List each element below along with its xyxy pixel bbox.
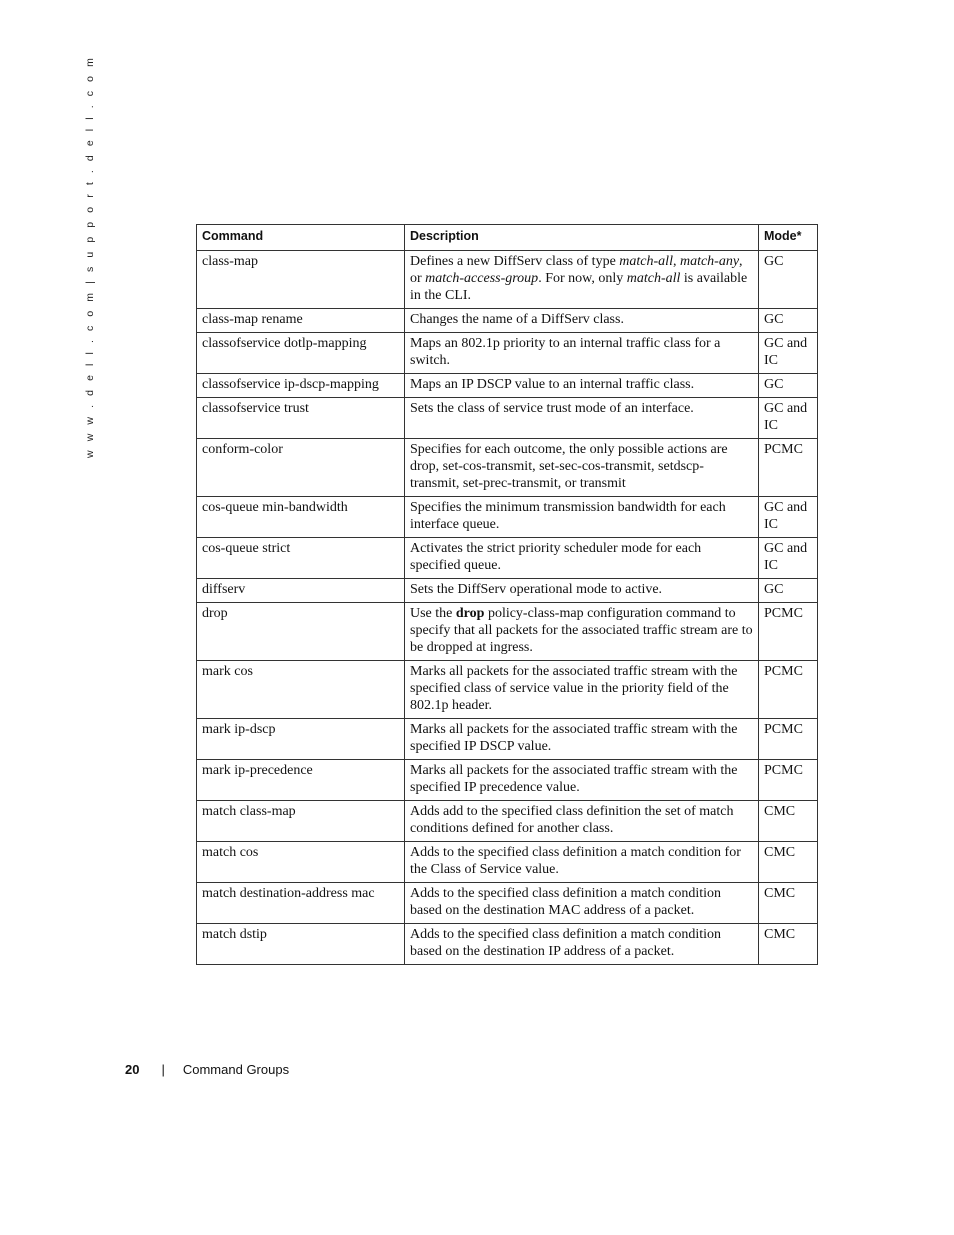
footer-separator: |	[161, 1062, 165, 1077]
description-text: . For now, only	[538, 271, 627, 286]
description-cell	[405, 883, 759, 924]
command-table-header	[197, 225, 818, 251]
table-row	[197, 760, 818, 801]
description-text: Adds to the specified class definition a match condition for the Class of Service value.	[410, 845, 741, 877]
description-text: drop	[455, 606, 485, 621]
command-cell: cos-queue strict	[197, 538, 405, 579]
table-row	[197, 309, 818, 333]
description-cell	[405, 251, 759, 309]
mode-cell: CMC	[759, 883, 818, 924]
header-row	[197, 225, 818, 251]
description-text: match-all	[619, 254, 673, 269]
mode-cell: CMC	[759, 801, 818, 842]
table-row	[197, 801, 818, 842]
mode-cell: GC	[759, 374, 818, 398]
description-text: policy-class-map configuration command to specify that all packets for the associated traffic stream are to be dropped at ingress.	[410, 606, 753, 655]
table-row	[197, 439, 818, 497]
table-row	[197, 924, 818, 965]
command-cell: mark ip-precedence	[197, 760, 405, 801]
command-cell: cos-queue min-bandwidth	[197, 497, 405, 538]
side-url-text: w w w . d e l l . c o m | s u p p o r t . d e l l . c o m	[84, 55, 96, 458]
description-cell	[405, 374, 759, 398]
description-text: Sets the DiffServ operational mode to active.	[410, 582, 663, 597]
table-row	[197, 398, 818, 439]
footer-section-title: Command Groups	[182, 1062, 290, 1077]
header-mode: Mode*	[759, 225, 818, 251]
description-cell	[405, 538, 759, 579]
table-row	[197, 497, 818, 538]
command-cell: conform-color	[197, 439, 405, 497]
table-row	[197, 842, 818, 883]
mode-cell: GC	[759, 579, 818, 603]
description-cell	[405, 924, 759, 965]
description-cell	[405, 801, 759, 842]
description-cell	[405, 439, 759, 497]
description-text: match-access-group	[425, 271, 539, 286]
description-text: Adds to the specified class definition a match condition based on the destination IP address of a packet.	[410, 927, 722, 959]
table-row	[197, 719, 818, 760]
description-text: Defines a new DiffServ class of type	[410, 254, 620, 269]
description-text: Adds to the specified class definition a match condition based on the destination MAC address of a packet.	[410, 886, 722, 918]
mode-cell: CMC	[759, 842, 818, 883]
description-text: Sets the class of service trust mode of an interface.	[410, 401, 694, 416]
command-cell: match destination-address mac	[197, 883, 405, 924]
description-text: Maps an 802.1p priority to an internal traffic class for a switch.	[410, 336, 721, 368]
table-row	[197, 333, 818, 374]
command-cell: match cos	[197, 842, 405, 883]
table-row	[197, 251, 818, 309]
command-cell: classofservice ip-dscp-mapping	[197, 374, 405, 398]
mode-cell: PCMC	[759, 603, 818, 661]
mode-cell: GC	[759, 309, 818, 333]
command-cell: classofservice dotlp-mapping	[197, 333, 405, 374]
description-text: Specifies the minimum transmission bandwidth for each interface queue.	[410, 500, 726, 532]
table-row	[197, 579, 818, 603]
mode-cell: GC	[759, 251, 818, 309]
table-row	[197, 374, 818, 398]
description-text: Activates the strict priority scheduler mode for each specified queue.	[410, 541, 702, 573]
description-text: match-any	[679, 254, 740, 269]
header-description: Description	[405, 225, 759, 251]
page-number: 20	[125, 1062, 140, 1077]
description-cell	[405, 333, 759, 374]
command-cell: match class-map	[197, 801, 405, 842]
header-command: Command	[197, 225, 405, 251]
command-cell: diffserv	[197, 579, 405, 603]
mode-cell: GC and IC	[759, 398, 818, 439]
description-text: Marks all packets for the associated traffic stream with the specified class of service value in the priority field of the 802.1p header.	[410, 664, 738, 713]
table-row	[197, 883, 818, 924]
description-cell	[405, 309, 759, 333]
description-cell	[405, 842, 759, 883]
description-text: Maps an IP DSCP value to an internal traffic class.	[410, 377, 695, 392]
mode-cell: PCMC	[759, 439, 818, 497]
mode-cell: PCMC	[759, 719, 818, 760]
description-text: match-all	[626, 271, 681, 286]
description-cell	[405, 497, 759, 538]
table-row	[197, 538, 818, 579]
description-cell	[405, 398, 759, 439]
command-cell: match dstip	[197, 924, 405, 965]
command-table-body	[197, 251, 818, 965]
command-cell: drop	[197, 603, 405, 661]
mode-cell: CMC	[759, 924, 818, 965]
mode-cell: GC and IC	[759, 538, 818, 579]
description-text: Marks all packets for the associated traffic stream with the specified IP precedence value.	[410, 763, 738, 795]
description-text: is available in the CLI.	[410, 271, 748, 303]
mode-cell: PCMC	[759, 760, 818, 801]
command-cell: mark ip-dscp	[197, 719, 405, 760]
description-text: Specifies for each outcome, the only possible actions are drop, set-cos-transmit, set-sec-cos-transmit, setdscp-transmit, set-prec-transmit, or transmit	[410, 442, 728, 491]
description-cell	[405, 760, 759, 801]
table-row	[197, 603, 818, 661]
description-text: , or	[410, 254, 743, 286]
table-row	[197, 661, 818, 719]
command-cell: class-map rename	[197, 309, 405, 333]
mode-cell: GC and IC	[759, 497, 818, 538]
description-cell	[405, 603, 759, 661]
description-cell	[405, 661, 759, 719]
description-cell	[405, 579, 759, 603]
mode-cell: GC and IC	[759, 333, 818, 374]
command-cell: class-map	[197, 251, 405, 309]
description-text: Use the	[410, 606, 456, 621]
description-text: ,	[672, 254, 680, 269]
command-cell: mark cos	[197, 661, 405, 719]
page-footer	[125, 1062, 289, 1077]
description-text: Marks all packets for the associated traffic stream with the specified IP DSCP value.	[410, 722, 738, 754]
command-cell: classofservice trust	[197, 398, 405, 439]
description-cell	[405, 719, 759, 760]
description-text: Changes the name of a DiffServ class.	[410, 312, 624, 327]
description-text: Adds add to the specified class definition the set of match conditions defined for another class.	[410, 804, 734, 836]
command-table	[196, 224, 818, 965]
mode-cell: PCMC	[759, 661, 818, 719]
